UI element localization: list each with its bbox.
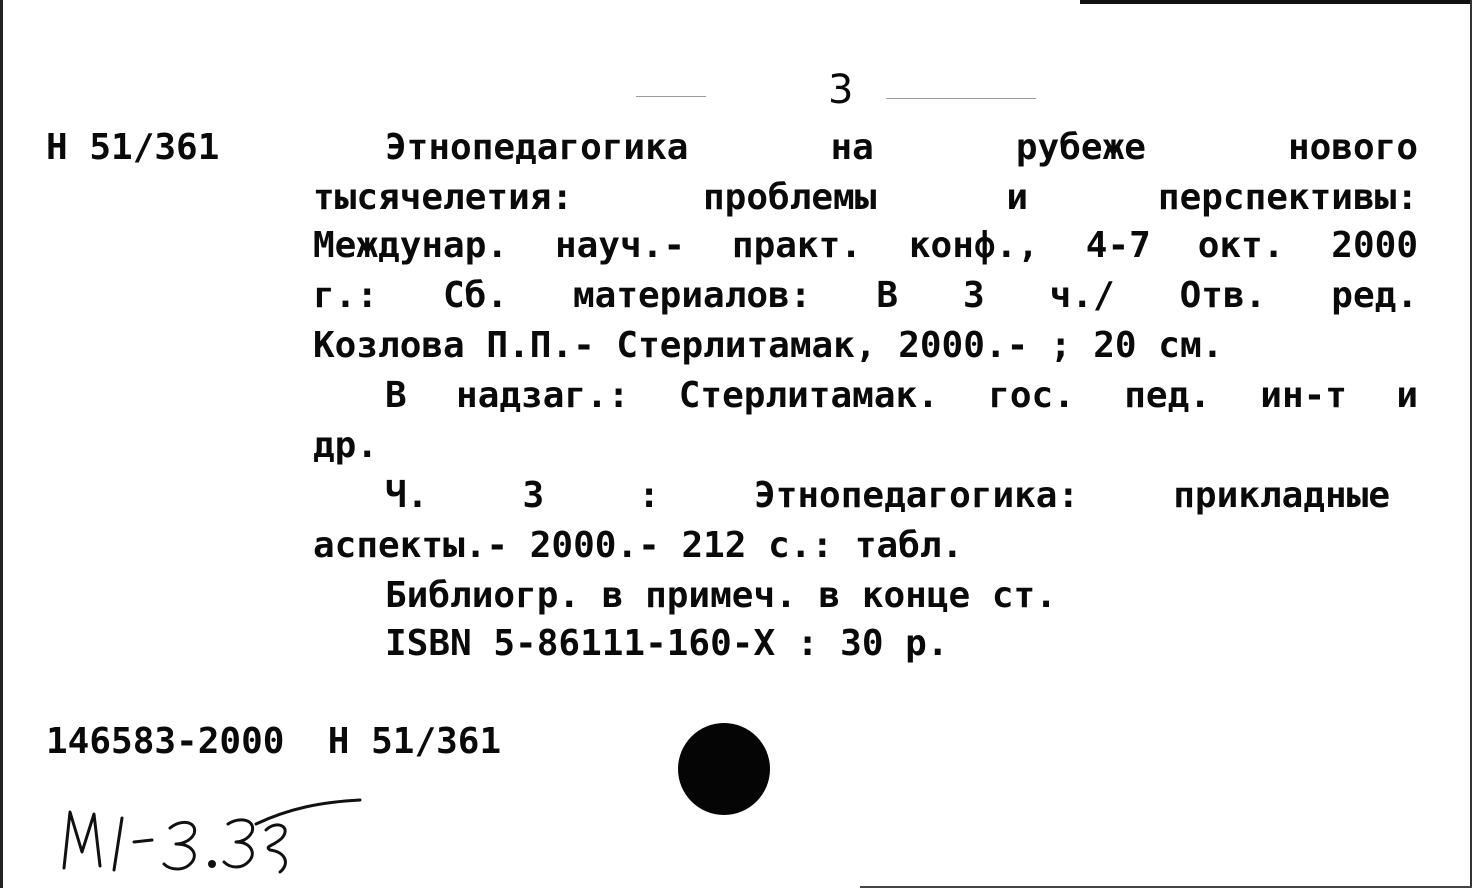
bibliography-note: Библиогр. в примеч. в конце ст.: [385, 575, 1057, 616]
description-line-5: Козлова П.П.- Стерлитамак, 2000.- ; 20 см.: [313, 325, 1224, 366]
scan-noise: [886, 98, 1036, 99]
accession-line: 146583-2000 Н 51/361: [46, 721, 502, 762]
note-line-1: В надзаг.: Стерлитамак. гос. пед. ин-т и: [385, 375, 1418, 416]
card-left-edge: [0, 0, 3, 888]
page-number: 3: [828, 67, 854, 113]
isbn-line: ISBN 5-86111-160-X : 30 р.: [385, 623, 949, 664]
card-top-edge: [1080, 0, 1472, 4]
description-line-3: Междунар. науч.- практ. конф., 4-7 окт. 2000: [313, 225, 1418, 266]
scan-noise: [636, 96, 706, 97]
handwritten-note-image: [60, 790, 380, 880]
description-line-1: Этнопедагогика на рубеже нового: [385, 127, 1418, 168]
part-line-2: аспекты.- 2000.- 212 с.: табл.: [313, 525, 964, 566]
punch-hole: [678, 723, 770, 815]
part-line-1: Ч. 3 : Этнопедагогика: прикладные: [385, 475, 1390, 516]
description-line-4: г.: Сб. материалов: В 3 ч./ Отв. ред.: [313, 275, 1418, 316]
note-line-2: др.: [313, 425, 379, 466]
shelf-mark: Н 51/361: [46, 127, 220, 168]
handwritten-note: [60, 790, 380, 880]
description-line-2: тысячелетия: проблемы и перспективы:: [313, 177, 1418, 218]
